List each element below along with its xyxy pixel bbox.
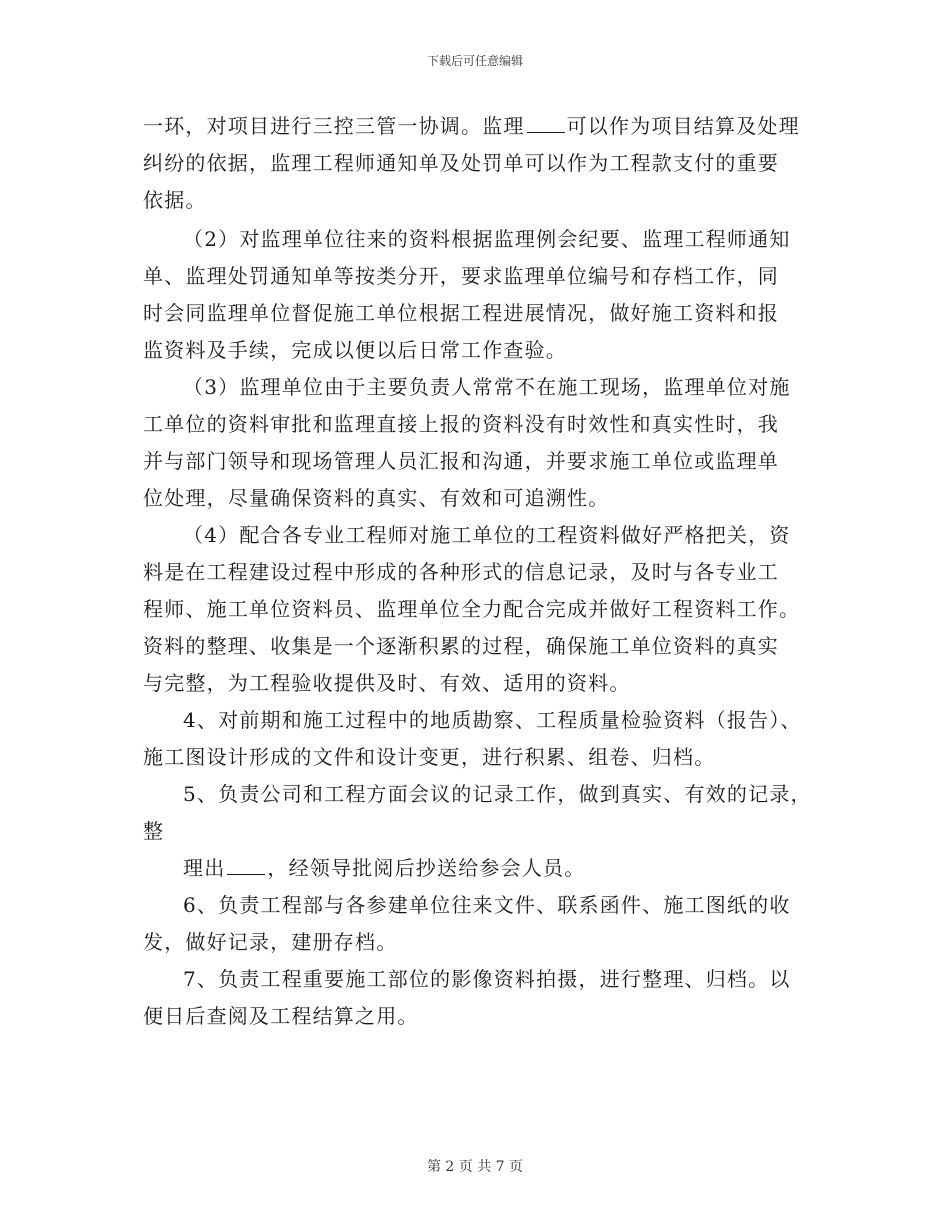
text-line: 发，做好记录，建册存档。 xyxy=(143,930,398,954)
text-line: 资料的整理、收集是一个逐渐积累的过程，确保施工单位资料的真实 xyxy=(143,634,779,658)
page-number: 第 2 页 共 7 页 xyxy=(426,1159,524,1175)
text-line: 并与部门领导和现场管理人员汇报和沟通，并要求施工单位或监理单 xyxy=(143,449,779,473)
text-line: 工单位的资料审批和监理直接上报的资料没有时效性和真实性时，我 xyxy=(143,412,779,436)
text-line: （2）对监理单位往来的资料根据监理例会纪要、监理工程师通知 xyxy=(183,227,791,251)
text-line: 施工图设计形成的文件和设计变更，进行积累、组卷、归档。 xyxy=(143,745,716,769)
fill-in-blank xyxy=(527,114,565,133)
text-line: （4）配合各专业工程师对施工单位的工程资料做好严格把关，资 xyxy=(183,523,791,547)
fill-in-blank xyxy=(227,856,265,875)
text-line: 纠纷的依据，监理工程师通知单及处罚单可以作为工程款支付的重要 xyxy=(143,151,779,175)
text-line: 5、负责公司和工程方面会议的记录工作，做到真实、有效的记录， xyxy=(183,782,812,806)
text-line: 一环，对项目进行三控三管一协调。监理 可以作为项目结算及处理 xyxy=(143,114,800,138)
text-line: 与完整，为工程验收提供及时、有效、适用的资料。 xyxy=(143,671,631,695)
text-line: （3）监理单位由于主要负责人常常不在施工现场，监理单位对施 xyxy=(183,375,791,399)
text-line: 整 xyxy=(143,819,165,843)
page-header: 下载后可任意编辑 xyxy=(426,54,523,68)
text-line: 监资料及手续，完成以便以后日常工作查验。 xyxy=(143,338,567,362)
text-line: 料是在工程建设过程中形成的各种形式的信息记录，及时与各专业工 xyxy=(143,560,779,584)
text-line: 4、对前期和施工过程中的地质勘察、工程质量检验资料（报告）、 xyxy=(183,708,802,732)
text-line: 时会同监理单位督促施工单位根据工程进展情况，做好施工资料和报 xyxy=(143,301,779,325)
text-line: 理出 ，经领导批阅后抄送给参会人员。 xyxy=(183,856,586,880)
text-line: 单、监理处罚通知单等按类分开，要求监理单位编号和存档工作，同 xyxy=(143,264,779,288)
text-line: 位处理，尽量确保资料的真实、有效和可追溯性。 xyxy=(143,486,610,510)
text-line: 7、负责工程重要施工部位的影像资料拍摄，进行整理、归档。以 xyxy=(183,967,791,991)
text-line: 依据。 xyxy=(143,188,207,212)
text-line: 便日后查阅及工程结算之用。 xyxy=(143,1004,419,1028)
text-line: 6、负责工程部与各参建单位往来文件、联系函件、施工图纸的收 xyxy=(183,893,791,917)
text-line: 程师、施工单位资料员、监理单位全力配合完成并做好工程资料工作。 xyxy=(143,597,801,621)
